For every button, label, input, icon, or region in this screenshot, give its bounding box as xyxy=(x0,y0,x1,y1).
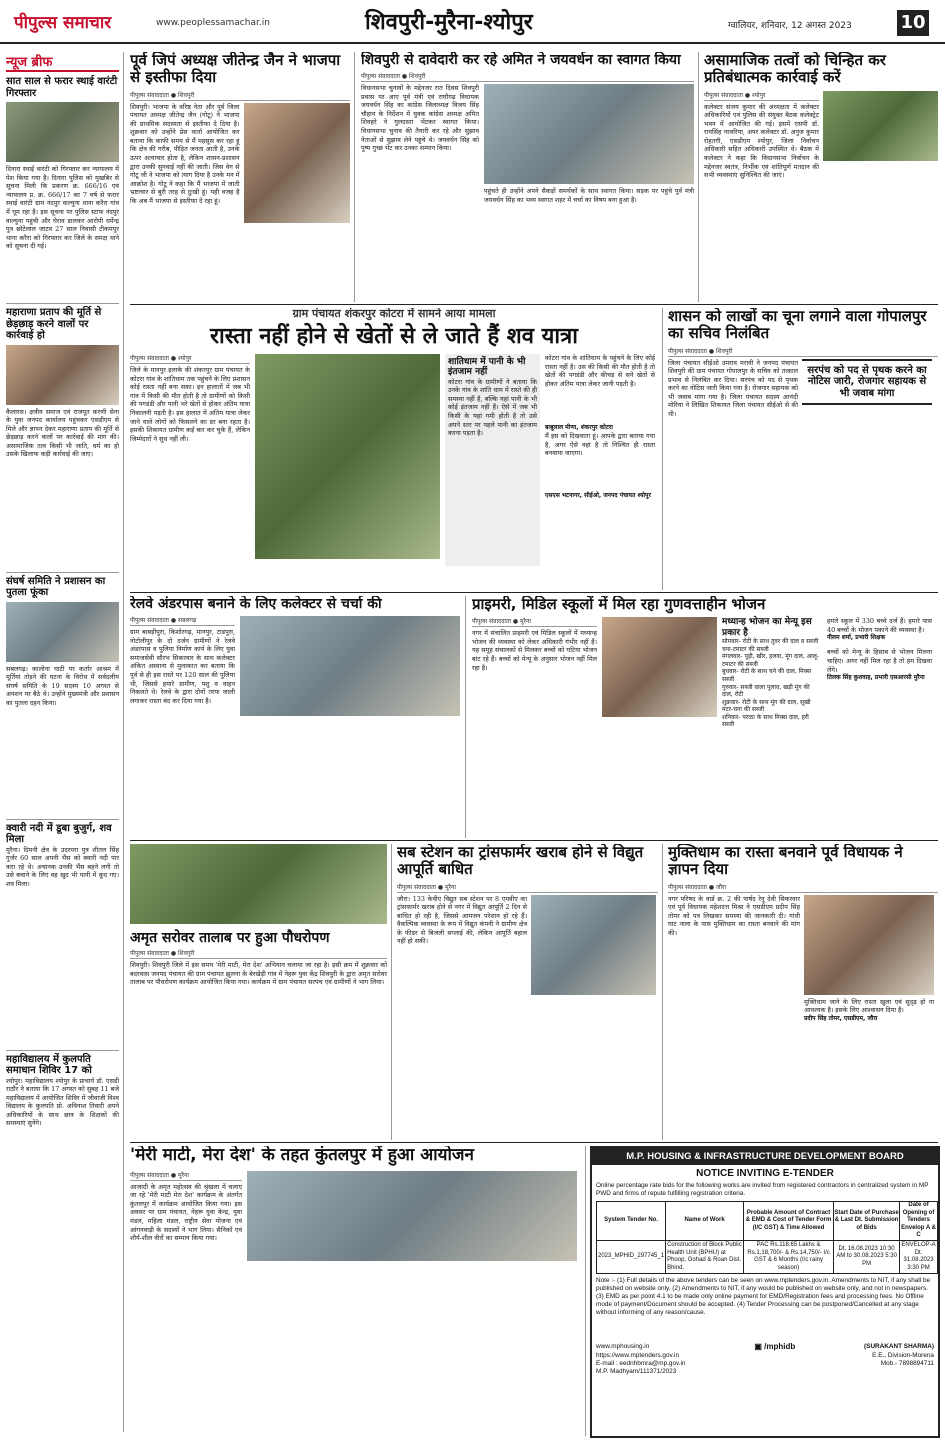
byline: पीपुल्स संवाददाता ● मुरैना xyxy=(130,1171,242,1181)
quote-1-by: नीलम शर्मा, प्रभारी शिक्षक xyxy=(827,634,886,642)
headline: शासन को लाखों का चूना लगाने वाला गोपालपुर का सचिव निलंबित xyxy=(668,308,927,343)
tender-notice xyxy=(590,1146,940,1438)
tender-org: M.P. HOUSING & INFRASTRUCTURE DEVELOPMENT BOARD xyxy=(592,1148,938,1165)
headline: अमृत सरोवर तालाब पर हुआ पौधरोपण xyxy=(130,930,330,946)
menu-item: मंगलवार- पूड़ी, खीर, हलवा, मूंग दाल, आलू-टमाटर की सब्जी xyxy=(722,653,819,668)
caption-by: प्रदीप सिंह तोमर, एसडीएम, जौरा xyxy=(804,1014,878,1022)
site-url: www.peoplessamachar.in xyxy=(156,18,270,28)
box-headline: शातिधाम में पानी के भी इंतजाम नहीं xyxy=(448,356,526,378)
quote-by: एसएस भटनागर, सीईओ, जनपद पंचायत श्योपुर xyxy=(545,491,651,499)
story-meri-mati-mera-desh xyxy=(130,1146,586,1436)
photo xyxy=(484,84,694,184)
table-cell: Construction of Block Public Health Unit (BPHU) at Phoop, Gohad & Roan Dist. Bhind. xyxy=(666,1240,744,1273)
photo xyxy=(804,895,934,995)
brief-text-1: दिनारा स्थाई वारंटी को गिरफ्तार कर न्यायालय में पेश किया गया है। दिनारा पुलिस को मुखबिर से सूचना मिली कि प्रकरण क्र. 666/16 एवं न्यायालय प्र. क्र. 666/17 का 7 वर्ष से फरार स्थाई वारंटी ग्राम नंदपुर वाल्युना थाना करैरा गांव में घूम रहा है। इस सूचना पर पुलिस स्टाफ नंदपुर वाल्युना पहुंची और घेराव डालकर आरोपी धर्मेन्द्र पुत्र छोटेलाल जाटव 27 साल निवासी टीकमपुर थाना करैरा को गिरफ्तार कर जिले के समक्ष थाने को सूचना दी गई। xyxy=(6,165,119,251)
story-funeral-through-fields xyxy=(130,308,663,590)
menu-item: गुरुवार- सब्जी वाला पुलाव, खड़ी मूंग की दाल, रोटी xyxy=(722,683,810,699)
photo xyxy=(244,103,351,223)
body-text: विधानसभा चुनावों के मद्देनजर रात दिवस शिवपुरी प्रवास पर आए पूर्व मंत्री एवं राघौगढ़ विधायक जयवर्धन सिंह का कांग्रेस जिलाध्यक्ष विजय सिंह चौहान के निर्देशन में युवक कांग्रेस अध्यक्ष अमित शिवहरे ने गुलदस्ता भेंटकर स्वागत किया। विधानसभा चुनाव की तैयारी कर रहे और सुझाव नेताओं से सुझाव लेने पहुंचे थे। जयवर्धन सिंह को पुष्प गुच्छ भेंट कर उनका सम्मान किया। xyxy=(361,84,479,153)
photo xyxy=(130,844,387,924)
story-muktidham xyxy=(668,844,938,1140)
page-number: 10 xyxy=(897,10,929,36)
tender-email[interactable]: E-mail : eednhbmra@mp.gov.in xyxy=(596,1359,686,1367)
pull-quote: सरपंच को पद से पृथक करने का नोटिस जारी, रोजगार सहायक से भी जवाब मांगा xyxy=(802,359,932,406)
photo-caption: मुक्तिधाम जाने के लिए रास्ता खुला एवं सुदृढ़ हो ना आवश्यक है। इसके लिए आश्वासन दिया है। xyxy=(804,997,934,1015)
body-text: नगर में संचालित प्राइमरी एवं मिडिल स्कूलों में मध्यान्ह भोजन की व्यवस्था को लेकर अधिकारी गंभीर नहीं हैं। यह समूह संचालकों से मिलकर बच्चों को घटिया भोजन बांट रहे हैं। बच्चों को मेन्यू के अनुसार भोजन नहीं मिल रहा है। xyxy=(472,629,597,672)
headline: असामाजिक तत्वों को चिन्हित कर प्रतिबंधात्मक कार्रवाई करें xyxy=(704,52,886,87)
masthead xyxy=(0,0,945,44)
brief-headline-5: महाविद्यालय में कुलपति समाधान शिविर 17 को xyxy=(6,1050,119,1077)
headline: रास्ता नहीं होने से खेतों से ले जाते हैं शव यात्रा xyxy=(210,323,578,349)
story-railway-underpass xyxy=(130,596,466,838)
photo xyxy=(240,616,460,716)
menu-item: सोमवार- रोटी के साथ तुवर की दाल व सब्जी चना-टमाटर की सब्जी xyxy=(722,637,819,653)
quote: मैं इस को दिखवाता हूं। आपके द्वारा बताया गया है, अगर ऐसे वहां है तो निश्चित ही रास्ता बनवाया जाएगा। xyxy=(545,431,655,458)
story-transformer xyxy=(397,844,663,1140)
social-icon: ▣ xyxy=(754,1342,762,1352)
menu-item: बुधवार- रोटी के साथ चने की दाल, मिक्स सब्जी xyxy=(722,668,812,683)
body-text-2: पहुंचते ही उन्होंने अपने सैकड़ों समर्थकों के साथ स्वागत किया। सड़क पर पहुंचे पूर्व मंत्री जयवर्धन सिंह का भव्य स्वागत शहर में चर्चा का विषय बना हुआ है। xyxy=(484,187,694,204)
story-antisocial-elements xyxy=(704,52,938,302)
quote-1: हमारे स्कूल में 330 बच्चे दर्ज हैं। हमारे पास 40 बच्चों के भोजन पकाने की व्यवस्था है। xyxy=(827,617,932,634)
issue-date: ग्वालियर, शनिवार, 12 अगस्त 2023 xyxy=(728,21,852,31)
body-text: शिवपुरी। भाजपा के वरिष्ठ नेता और पूर्व जिला पंचायत अध्यक्ष जीतेन्द्र जैन (गोटू) ने भाजपा की प्राथमिक सदस्यता से इस्तीफा दे दिया है। शुक्रवार को उन्होंने प्रेस वार्ता आयोजित कर बताया कि काफी समय से मैं महसूस कर रहा हूं कि क्षेत्र की गरीब, पीड़ित जनता आती है, उनके ऊपर अत्याचार होता है, लेकिन शासन-प्रशासन द्वारा उनकी सुनवाई नहीं की जाती। जिस वेग से गोटू जी ने भाजपा को त्याग दिया है उनके मन में आक्रोश है। गोटू ने कहा कि मैं भाजपा में जाती भ्रष्टाचार से बुरी तरह से दुःखी हूं। यही वजह है कि अब मैं भाजपा से इस्तीफा दे रहा हूं। xyxy=(130,102,240,206)
news-brief-column xyxy=(6,52,124,1432)
brief-text-3: सबलगढ़। कालोना घाटी पर कर्तार आश्रम में मूर्तियां तोड़ने की घटना के विरोध में सर्वदलीय संघर्ष समिति के 19 सदस्य 10 अगस्त से अनशन पर बैठे थे। उन्होंने मुख्यमंत्री और प्रशासन का पुतला दहन किया। xyxy=(6,664,119,707)
brief-text-5: श्योपुर। महाविद्यालय श्योपुर के प्राचार्य डॉ. एसडी राठौर ने बताया कि 17 अगस्त को सुबह 11 बजे महाविद्यालय में आयोजित शिविर में जीवाजी विश्व विद्यालय के कुलपति प्रो. अविनाश तिवारी अपने अधिकारियों के साथ छात्र के शिक्षकों की समस्याएं सुनेंगे। xyxy=(6,1076,119,1128)
table-header: Date of Opening of Tenders Envelop A & C xyxy=(900,1202,938,1241)
byline: पीपुल्स संवाददाता ● मुरैना xyxy=(472,617,597,627)
table-cell: ENVELOP-A Dt. 31.08.2023 3:30 PM xyxy=(900,1240,938,1273)
story-midday-meal xyxy=(472,596,938,838)
tender-table xyxy=(596,1201,938,1274)
tender-ref: M.P. Madhyam/111371/2023 xyxy=(596,1367,677,1375)
photo xyxy=(602,617,717,717)
photo xyxy=(255,354,440,559)
table-header: Probable Amount of Contract & EMD & Cost of Tender Form (I/C GST) & Time Allowed xyxy=(744,1202,834,1241)
kicker: ग्राम पंचायत शंकरपुर कोटरा में सामने आया मामला xyxy=(292,308,496,320)
byline: पीपुल्स संवाददाता ● जौरा xyxy=(668,883,938,893)
headline: मुक्तिधाम का रास्ता बनवाने पूर्व विधायक ने ज्ञापन दिया xyxy=(668,844,903,879)
byline: पीपुल्स संवाददाता ● शिवपुरी xyxy=(130,91,350,101)
brief-photo-1 xyxy=(6,102,119,162)
photo xyxy=(823,91,938,161)
brief-headline-1: सात साल से फरार स्थाई वारंटी गिरफ्तार xyxy=(6,76,118,99)
quote-2-by: तिलक सिंह कुशवाह, प्रभारी एसआरसी मुरैना xyxy=(827,674,925,682)
byline: पीपुल्स संवाददाता ● सबलगढ़ xyxy=(130,616,235,626)
byline: पीपुल्स संवाददाता ● श्योपुर xyxy=(704,91,819,101)
table-cell: PAC Rs.118.65 Lakhs & Rs.1,18,700/- & Rs.14,750/- I/c GST & 6 Months (I/c rainy season) xyxy=(744,1240,834,1273)
menu-list xyxy=(722,638,822,729)
headline: प्राइमरी, मिडिल स्कूलों में मिल रहा गुणवत्ताहीन भोजन xyxy=(472,596,766,613)
table-header: Start Date of Purchase & Last Dt. Submission of Bids xyxy=(834,1202,900,1241)
byline: पीपुल्स संवाददाता ● शिवपुरी xyxy=(361,72,694,82)
brief-text-2: कैलारस। क्षत्रीय समाज एवं राजपूत करणी सेना के युवा जनपद कार्यालय पहुंचकर एसडीएम से मिले और ज्ञापन देकर महाराणा प्रताप की मूर्ति से छेड़छाड़ करने वालों पर कार्रवाई की मांग की। असामाजिक तत्व किसी भी जाति, धर्म का हो उसके खिलाफ कड़ी कार्रवाई की जाए। xyxy=(6,407,119,459)
byline: पीपुल्स संवाददाता ● श्योपुर xyxy=(130,354,250,364)
brief-headline-2: महाराणा प्रताप की मूर्ति से छेड़छाड़ करने वालों पर कार्रवाई हो xyxy=(6,303,119,342)
headline: पूर्व जिपं अध्यक्ष जीतेन्द्र जैन ने भाजपा से इस्तीफा दिया xyxy=(130,52,341,87)
tender-mobile: Mob.- 7898894711 xyxy=(880,1359,934,1367)
brief-photo-3 xyxy=(6,602,119,662)
table-cell: 2023_MPHID_297745_1 xyxy=(597,1240,666,1273)
menu-box-headline: मध्यान्ह भोजन का मेन्यू इस प्रकार है xyxy=(722,617,812,638)
quote-2: बच्चों को मेन्यू के हिसाब से भोजन मिलना चाहिए। अगर नहीं मिल रहा है तो हम दिखवा लेंगे। xyxy=(827,648,932,674)
tender-desig: E.E., Division-Morena xyxy=(872,1351,934,1359)
table-cell: Dt. 16.08.2023 10:30 AM to 30.08.2023 5:30 PM xyxy=(834,1240,900,1273)
table-header: Name of Work xyxy=(666,1202,744,1241)
photo xyxy=(531,895,656,995)
tender-web-2[interactable]: https://www.mptenders.gov.in xyxy=(596,1351,679,1359)
byline: पीपुल्स संवाददाता ● शिवपुरी xyxy=(130,949,387,959)
brief-headline-3: संघर्ष समिति ने प्रशासन का पुतला फूंका xyxy=(6,572,119,599)
body-text: जिला पंचायत सीईओ उमराव मरावी ने जनपद पंचायत शिवपुरी की ग्राम पंचायत गोपालपुर के सचिव को तत्काल प्रभाव से निलंबित कर दिया। सरपंच को पद से पृथक करने का नोटिस जारी किया गया है। रोजगार सहायक को भी जवाब मांगा गया है। जिला पंचायत सदस्य आनंदी मोरिया ने लिखित शिकायत जिला पंचायत सीईओ से की थी। xyxy=(668,358,798,419)
table-header: System Tender No. xyxy=(597,1202,666,1241)
story-secretary-suspended xyxy=(668,308,938,590)
brief-photo-2 xyxy=(6,345,119,405)
body-text: आजादी के अमृत महोत्सव की श्रृंखला में चलाए जा रहे 'मेरी माटी मेरा देश' कार्यक्रम के अंतर्गत कुंतलपुर में कार्यक्रम आयोजित किया गया। इस अवसर पर ग्राम पंचायत, नेहरू युवा केन्द्र, युवा मंडल, महिला मंडल, राष्ट्रीय सेवा योजना एवं आंगनवाड़ी के सदस्यों ने भाग लिया। सैनिकों एवं शौर्य-शील वीरों का सम्मान किया गया। xyxy=(130,1182,242,1243)
brand-logo: पीपुल्स समाचार xyxy=(14,13,112,33)
body-text: ग्राम बाबड़ीपुरा, किशोरगढ़, मानपुर, टाडपुरा, नोटोलीपुर के दो दर्जन ग्रामीणों ने रेलवे अंडरपास व पुलिया निर्माण कार्य के लिए युवा समाजसेवी सौरभ सिकरवार के साथ कलेक्टर अंकित अस्थाना से मुलाकात कर बताया कि पूर्व से ही इस रास्ते पर 120 साल की पुलिया थी, जिससे हमारे ग्रामीण, पशु व वाहन निकलते थे। रेलवे के द्वारा दोनों तरफ जाली लगाकर रास्ता बंद कर दिया गया है। xyxy=(130,628,235,705)
section-title: शिवपुरी-मुरैना-श्योपुर xyxy=(365,10,533,35)
box-text: कोटरा गांव के ग्रामीणों ने बताया कि उनके गांव के शांति धाम में रास्ते की ही समस्या नहीं है, बल्कि यहां पानी के भी कोई इंतजाम नहीं हैं। ऐसे में जब भी किसी के यहां गमी होती है तो उसे अपने स्तर पर पहले पानी का इंतजाम करना पड़ता है। xyxy=(448,377,537,438)
story-jitendra-jain xyxy=(130,52,355,302)
tender-title: NOTICE INVITING E-TENDER xyxy=(696,1168,834,1179)
body-text: जौरा। 133 केवीए विद्युत सब स्टेशन पर 8 एमवीए का ट्रांसफार्मर खराब होने से नगर में विद्युत आपूर्ति 2 दिन से बाधित हो रही है, जिससे आमजन परेशान हो रहे हैं। वैकल्पिक व्यवस्था के रूप में विद्युत कंपनी ने ग्रामीण क्षेत्र के फीडर से बिजली सप्लाई की, लेकिन आपूर्ति बहाल नहीं हो सकी। xyxy=(397,894,527,946)
tender-web-1[interactable]: www.mphousing.in xyxy=(596,1343,650,1351)
byline: पीपुल्स संवाददाता ● मुरैना xyxy=(397,883,658,893)
menu-item: शुक्रवार- रोटी के साथ मूंग की दाल, सूखी मटर-चना की सब्जी xyxy=(722,698,811,714)
story-amit-jaivardhan xyxy=(361,52,699,302)
body-text: नगर परिषद के वार्ड क्र. 2 की पार्षद रेनू देवी सिकरवार एवं पूर्व विधायक महेशदत्त मिश्रा ने एसडीएम प्रदीप सिंह तोमर को पत्र लिखकर समस्या की जानकारी दी। गांधी घाट नाला के पास मुक्तिधाम का रास्ता बनवाने की मांग की। xyxy=(668,894,800,937)
body-text: जिले के मानपुर इलाके की शंकरपुर ग्राम पंचायत के कोटरा गांव के शांतिधाम तक पहुंचने के लिए प्रशासन कोई रास्ता नहीं बना सका। इन हालातों में जब भी गांव में किसी की मौत होती है तो ग्रामीणों को किसी की पगडंडी और पानी भरे खेतों से होकर अंतिम यात्रा निकालनी पड़ती है। इस हालात में अंतिम यात्रा लेकर जाने वाले लोगों को फिसलने का डर बना रहता है। इसकी शिकायत ग्रामीण कई बार कर चुके हैं, लेकिन जिम्मेदारों ने सुध नहीं ली। xyxy=(130,365,250,443)
brief-tag: न्यूज ब्रीफ xyxy=(6,52,119,72)
headline: शिवपुरी से दावेदारी कर रहे अमित ने जयवर्धन का स्वागत किया xyxy=(361,52,681,68)
body-text: शिवपुरी। शिवपुरी जिले में इस समय 'मेरी माटी, मेरा देश' अभियान चलाया जा रहा है। इसी क्रम में शुक्रवार को बदरवास जनपद पंचायत की ग्राम पंचायत झुलना के बेरखेड़ी गांव में नेहरू युवा केंद्र शिवपुरी के द्वारा अमृत सरोवर तालाब पर पौधरोपण कार्यक्रम आयोजित किया गया। कार्यक्रम में ग्राम पंचायत सरपंच एवं ग्रामीणों ने भाग लिया। xyxy=(130,961,387,987)
byline: पीपुल्स संवाददाता ● शिवपुरी xyxy=(668,347,938,357)
tender-intro: Online percentage rate bids for the following works are invited from registered contractors in centralized system in MP PWD and firms of repute fulfilling registration criteria. xyxy=(596,1182,929,1197)
tender-note: Note :- (1) Full details of the above tenders can be seen on www.mptenders.gov.in. Amendments to NIT, if any shall be published on website only. (2) Amendments to NIT, if any would be published on website only, and not in newspapers. (3) EMD as per point 4.1 to be made only online payment for EMD/Registration fees and processing fees. No Offline mode of payment/Document should be accepted. (4) Tender Processing can be postponed/Cancelled at any stage without informing of any reason/cause. xyxy=(596,1277,931,1317)
headline: रेलवे अंडरपास बनाने के लिए कलेक्टर से चर्चा की xyxy=(130,596,382,612)
quote-name: बाबूलाल मीणा, शंकरपुर कोटरा xyxy=(545,423,613,431)
photo-caption: कोटरा गांव के शांतिधाम के पहुंचने के लिए कोई रास्ता नहीं है। उस की किसी की मौत होती है तो खेतों की पगडंडी और कीचड़ से सने खेतों से होकर अंतिम यात्रा लेकर जानी पड़ती है। xyxy=(545,353,655,388)
headline: 'मेरी माटी, मेरा देश' के तहत कुंतलपुर में हुआ आयोजन xyxy=(130,1146,474,1165)
photo xyxy=(247,1171,577,1261)
brief-text-4: मुरैना। दिमनी क्षेत्र के उदरपरा पुत्र शीतल सिंह गुर्जर 60 साल अपनी भैंस को क्वारी नदी पार करा रहे थे। अचानक उनकी भैंस बहने लगी तो उसे बचाने के लिए वह खुद भी पानी में कूद गए। शव मिला। xyxy=(6,845,119,888)
brief-headline-4: क्वारी नदी में डूबा बुजुर्ग, शव मिला xyxy=(6,819,119,846)
body-text: कलेक्टर संजय कुमार की अध्यक्षता में कलेक्टर अधिकारियों एवं पुलिस की संयुक्त बैठक कलेक्ट्रेट भवन में आयोजित की गई। इसमें एसपी डॉ. रायसिंह नरवरिया, अपर कलेक्टर डॉ. अनुज कुमार रोहतगी, एसडीएम श्योपुर, जिला निर्वाचन अधिकारी सहित अधिकारी उपस्थित थे। बैठक में कलेक्टर ने कहा कि विधानसभा निर्वाचन के मद्देनजर स्वतंत्र, निर्भीक एवं शांतिपूर्ण मतदान की सभी व्यवस्थाएं सुनिश्चित की जाएं। xyxy=(704,102,819,180)
headline: सब स्टेशन का ट्रांसफार्मर खराब होने से विद्युत आपूर्ति बाधित xyxy=(397,844,644,879)
menu-item: शनिवार- पराठा के साथ मिक्स दाल, हरी सब्जी xyxy=(722,713,809,729)
story-amrit-sarovar xyxy=(130,844,392,1140)
tender-sign: (SURAKANT SHARMA) xyxy=(864,1343,934,1351)
tender-social[interactable]: /mphidb xyxy=(764,1342,796,1352)
